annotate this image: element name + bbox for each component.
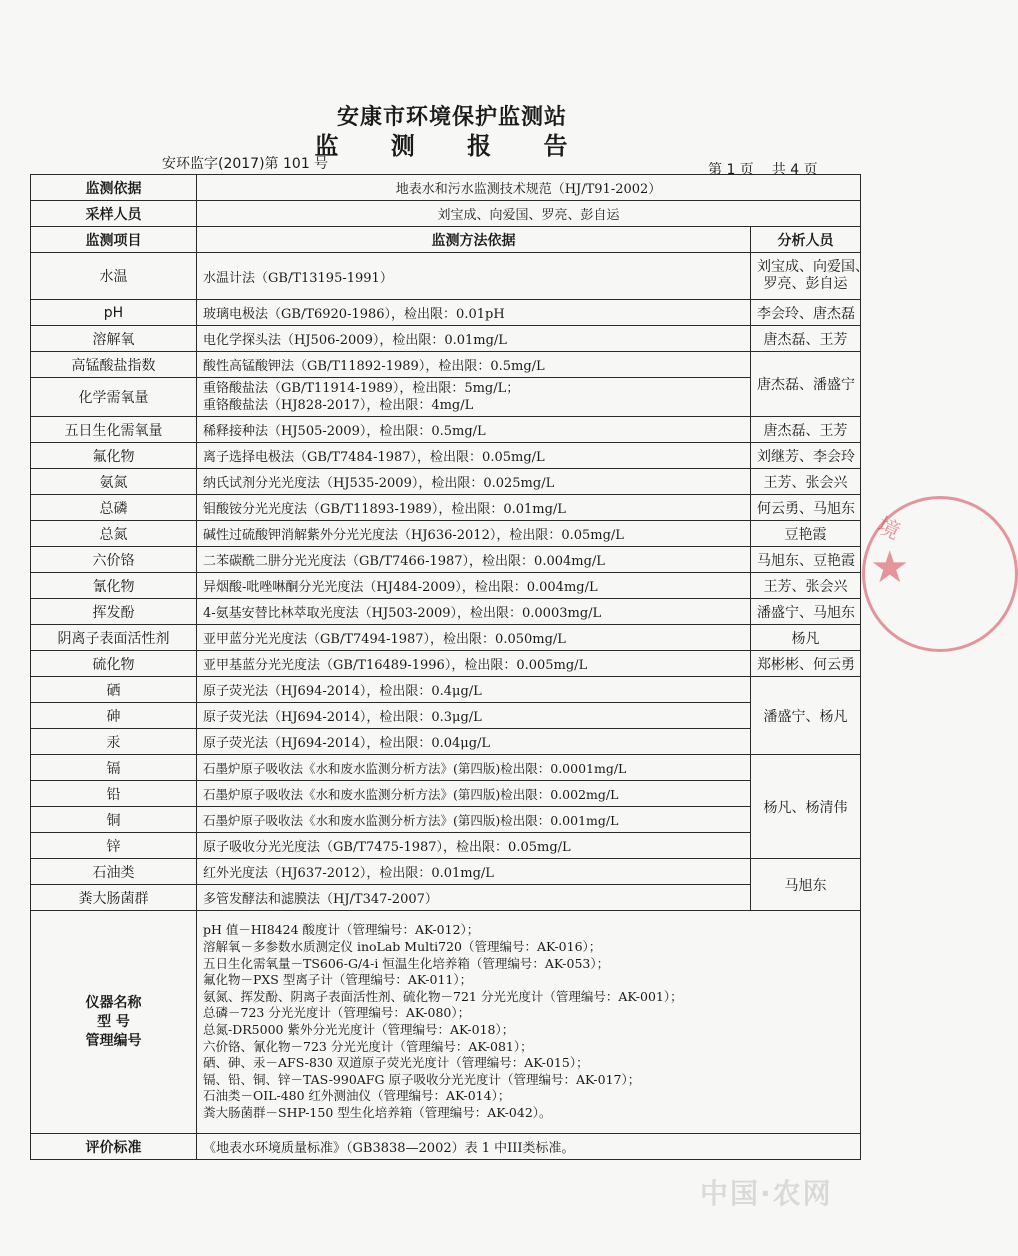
analyst-cell: 唐杰磊、王芳 — [751, 326, 861, 352]
analyst-cell-merged: 杨凡、杨清伟 — [751, 755, 861, 859]
watermark: 中国·农网 — [700, 1177, 833, 1210]
method-cell: 酸性高锰酸钾法（GB/T11892-1989），检出限：0.5mg/L — [197, 352, 751, 378]
basis-value: 地表水和污水监测技术规范（HJ/T91-2002） — [197, 175, 861, 201]
table-row — [31, 781, 861, 807]
analyst-cell-merged: 马旭东 — [751, 859, 861, 911]
table-row — [31, 253, 861, 300]
instrument-line: 溶解氧－多参数水质测定仪 inoLab Multi720（管理编号：AK-016）； — [203, 939, 602, 955]
item-cell: 汞 — [31, 729, 197, 755]
item-cell: 氟化物 — [31, 443, 197, 469]
table-row — [31, 807, 861, 833]
item-cell: 总氮 — [31, 521, 197, 547]
method-cell: 原子荧光法（HJ694-2014），检出限：0.3μg/L — [197, 703, 751, 729]
table-row — [31, 755, 861, 781]
item-cell: 石油类 — [31, 859, 197, 885]
table-row — [31, 417, 861, 443]
method-cell: 稀释接种法（HJ505-2009），检出限：0.5mg/L — [197, 417, 751, 443]
instruments-label-line: 仪器名称 — [85, 994, 142, 1011]
item-cell: 水温 — [31, 253, 197, 300]
table-row — [31, 729, 861, 755]
samplers-value: 刘宝成、向爱国、罗亮、彭自运 — [197, 201, 861, 227]
analyst-cell: 郑彬彬、何云勇 — [751, 651, 861, 677]
item-cell: 硒 — [31, 677, 197, 703]
standard-value: 《地表水环境质量标准》（GB3838—2002）表 1 中III类标准。 — [197, 1134, 861, 1160]
column-header-item: 监测项目 — [31, 227, 197, 253]
column-header-analyst: 分析人员 — [751, 227, 861, 253]
method-cell: 亚甲基蓝分光光度法（GB/T16489-1996），检出限：0.005mg/L — [197, 651, 751, 677]
table-row — [31, 300, 861, 326]
analyst-cell — [751, 253, 869, 300]
method-cell: 原子吸收分光光度法（GB/T7475-1987），检出限：0.05mg/L — [197, 833, 751, 859]
item-cell: 溶解氧 — [31, 326, 197, 352]
analyst-cell: 王芳、张会兴 — [751, 469, 861, 495]
table-row — [31, 378, 861, 417]
analyst-line: 罗亮、彭自运 — [763, 276, 848, 292]
table-row — [31, 599, 861, 625]
table-row — [31, 495, 861, 521]
item-cell: 氨氮 — [31, 469, 197, 495]
page-number: 第 1 页 — [708, 162, 754, 178]
analyst-line: 刘宝成、向爱国、 — [757, 259, 869, 275]
table-row-standard — [31, 1134, 861, 1160]
analyst-cell: 刘继芳、李会玲 — [751, 443, 861, 469]
column-header-method: 监测方法依据 — [197, 227, 751, 253]
monitoring-report-table — [30, 174, 869, 1160]
item-cell: 化学需氧量 — [31, 378, 197, 417]
standard-label: 评价标准 — [31, 1134, 197, 1160]
instrument-line: 氨氮、挥发酚、阴离子表面活性剂、硫化物－721 分光光度计（管理编号：AK-001）； — [203, 988, 683, 1004]
document-number: 安环监字(2017)第 101 号 — [162, 156, 329, 172]
item-cell: 硫化物 — [31, 651, 197, 677]
item-cell: 铜 — [31, 807, 197, 833]
report-title: 监 测 报 告 — [314, 132, 590, 160]
item-cell: 总磷 — [31, 495, 197, 521]
method-cell: 红外光度法（HJ637-2012），检出限：0.01mg/L — [197, 859, 751, 885]
page-title: 安康市环境保护监测站 — [336, 105, 567, 130]
table-row — [31, 859, 861, 885]
instrument-line: 硒、砷、汞－AFS-830 双道原子荧光光度计（管理编号：AK-015）； — [203, 1055, 589, 1071]
table-row — [31, 677, 861, 703]
item-cell: 五日生化需氧量 — [31, 417, 197, 443]
instrument-line: pH 值－HI8424 酸度计（管理编号：AK-012）； — [203, 922, 480, 938]
method-cell: 碱性过硫酸钾消解紫外分光光度法（HJ636-2012），检出限：0.05mg/L — [197, 521, 751, 547]
analyst-cell: 王芳、张会兴 — [751, 573, 861, 599]
seal-star-icon: ★ — [870, 542, 910, 593]
method-cell: 纳氏试剂分光光度法（HJ535-2009），检出限：0.025mg/L — [197, 469, 751, 495]
instrument-line: 五日生化需氧量－TS606-G/4-i 恒温生化培养箱（管理编号：AK-053）； — [203, 955, 610, 971]
analyst-cell: 李会玲、唐杰磊 — [751, 300, 861, 326]
method-cell: 石墨炉原子吸收法《水和废水监测分析方法》(第四版)检出限：0.001mg/L — [197, 807, 751, 833]
item-cell: 六价铬 — [31, 547, 197, 573]
analyst-cell: 杨凡 — [751, 625, 861, 651]
analyst-cell: 何云勇、马旭东 — [751, 495, 861, 521]
method-line: 重铬酸盐法（GB/T11914-1989），检出限：5mg/L； — [203, 381, 520, 396]
item-cell: 镉 — [31, 755, 197, 781]
item-cell: 砷 — [31, 703, 197, 729]
instrument-line: 氟化物－PXS 型离子计（管理编号：AK-011）； — [203, 972, 473, 988]
item-cell: 铅 — [31, 781, 197, 807]
table-row — [31, 326, 861, 352]
item-cell: pH — [31, 300, 197, 326]
instrument-line: 总磷－723 分光光度计（管理编号：AK-080）； — [203, 1005, 471, 1021]
method-cell: 钼酸铵分光光度法（GB/T11893-1989），检出限：0.01mg/L — [197, 495, 751, 521]
table-row — [31, 573, 861, 599]
table-row — [31, 521, 861, 547]
instrument-line: 石油类－OIL-480 红外测油仪（管理编号：AK-014）； — [203, 1088, 511, 1104]
table-row-samplers — [31, 201, 861, 227]
method-line: 重铬酸盐法（HJ828-2017），检出限：4mg/L — [203, 398, 474, 413]
table-row-basis — [31, 175, 861, 201]
instruments-label — [31, 911, 197, 1134]
item-cell: 挥发酚 — [31, 599, 197, 625]
instrument-line: 粪大肠菌群－SHP-150 型生化培养箱（管理编号：AK-042）。 — [203, 1104, 552, 1120]
method-cell: 石墨炉原子吸收法《水和废水监测分析方法》(第四版)检出限：0.002mg/L — [197, 781, 751, 807]
method-cell: 多管发酵法和滤膜法（HJ/T347-2007） — [197, 885, 751, 911]
item-cell: 高锰酸盐指数 — [31, 352, 197, 378]
method-cell: 二苯碳酰二肼分光光度法（GB/T7466-1987），检出限：0.004mg/L — [197, 547, 751, 573]
analyst-cell: 唐杰磊、王芳 — [751, 417, 861, 443]
method-cell: 电化学探头法（HJ506-2009），检出限：0.01mg/L — [197, 326, 751, 352]
analyst-cell: 潘盛宁、马旭东 — [751, 599, 861, 625]
basis-label: 监测依据 — [31, 175, 197, 201]
instrument-line: 总氮-DR5000 紫外分光光度计（管理编号：AK-018）； — [203, 1022, 515, 1037]
instrument-line: 六价铬、氰化物－723 分光光度计（管理编号：AK-081）； — [203, 1038, 533, 1054]
analyst-cell-merged: 唐杰磊、潘盛宁 — [751, 352, 861, 417]
method-cell: 原子荧光法（HJ694-2014），检出限：0.4μg/L — [197, 677, 751, 703]
analyst-cell: 豆艳霞 — [751, 521, 861, 547]
table-row — [31, 703, 861, 729]
table-header-row — [31, 227, 861, 253]
seal-character: 境 — [872, 513, 904, 546]
table-row — [31, 443, 861, 469]
table-row — [31, 651, 861, 677]
method-cell: 石墨炉原子吸收法《水和废水监测分析方法》(第四版)检出限：0.0001mg/L — [197, 755, 751, 781]
method-cell — [197, 378, 751, 417]
item-cell: 氰化物 — [31, 573, 197, 599]
table-row — [31, 352, 861, 378]
table-row — [31, 625, 861, 651]
table-row — [31, 833, 861, 859]
item-cell: 锌 — [31, 833, 197, 859]
item-cell: 粪大肠菌群 — [31, 885, 197, 911]
table-row-instruments — [31, 911, 861, 1134]
table-row — [31, 547, 861, 573]
method-cell: 离子选择电极法（GB/T7484-1987），检出限：0.05mg/L — [197, 443, 751, 469]
instruments-label-line: 管理编号 — [85, 1032, 142, 1049]
method-cell: 玻璃电极法（GB/T6920-1986），检出限：0.01pH — [197, 300, 751, 326]
method-cell: 亚甲蓝分光光度法（GB/T7494-1987），检出限：0.050mg/L — [197, 625, 751, 651]
item-cell: 阴离子表面活性剂 — [31, 625, 197, 651]
analyst-cell: 马旭东、豆艳霞 — [751, 547, 861, 573]
table-row — [31, 469, 861, 495]
method-cell: 4-氨基安替比林萃取光度法（HJ503-2009），检出限：0.0003mg/L — [197, 599, 751, 625]
analyst-cell-merged: 潘盛宁、杨凡 — [751, 677, 861, 755]
instruments-label-line: 型 号 — [97, 1013, 130, 1030]
samplers-label: 采样人员 — [31, 201, 197, 227]
method-cell: 水温计法（GB/T13195-1991） — [197, 253, 751, 300]
instrument-line: 镉、铅、铜、锌－TAS-990AFG 原子吸收分光光度计（管理编号：AK-017）； — [203, 1071, 641, 1087]
instruments-list — [197, 911, 861, 1134]
total-pages: 共 4 页 — [771, 162, 818, 178]
table-row — [31, 885, 861, 911]
method-cell: 异烟酸-吡唑啉酮分光光度法（HJ484-2009），检出限：0.004mg/L — [197, 573, 751, 599]
method-cell: 原子荧光法（HJ694-2014），检出限：0.04μg/L — [197, 729, 751, 755]
